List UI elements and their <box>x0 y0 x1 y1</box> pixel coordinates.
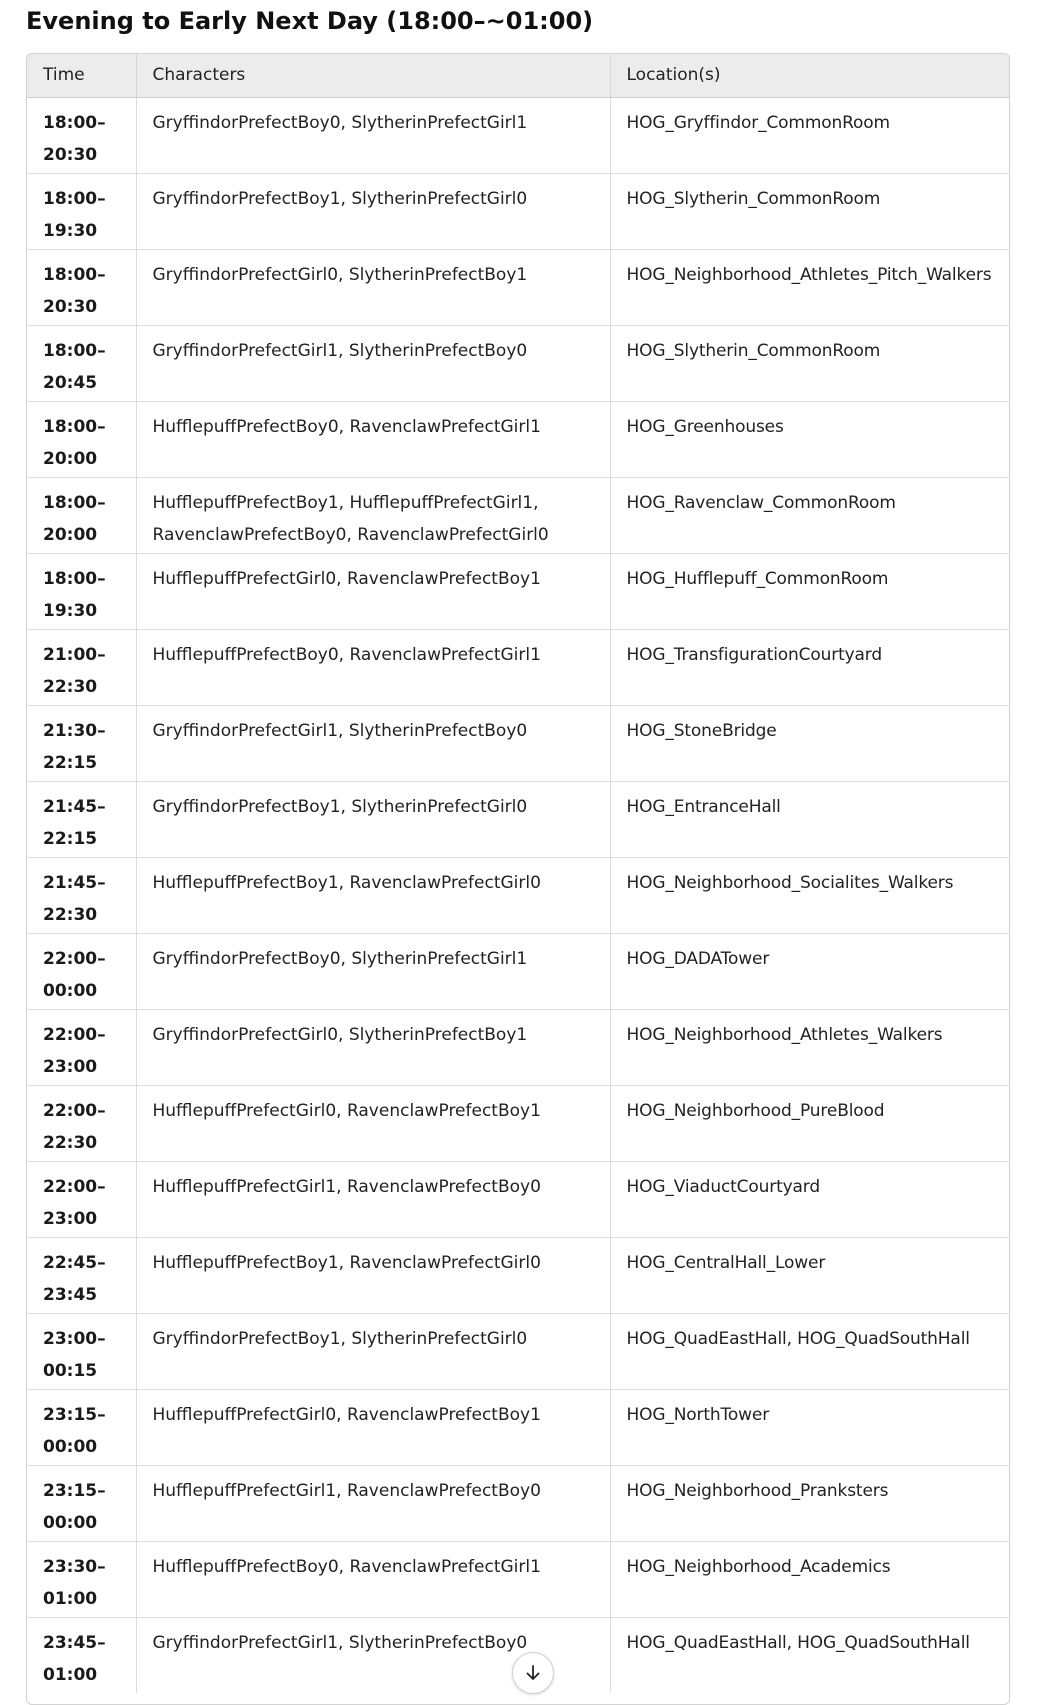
characters-cell: HufflepuffPrefectGirl1, RavenclawPrefectBoy0 <box>136 1161 610 1237</box>
table-row <box>27 553 1009 629</box>
characters-cell: HufflepuffPrefectBoy1, RavenclawPrefectGirl0 <box>136 857 610 933</box>
table-row <box>27 1465 1009 1541</box>
time-cell: 18:00–20:00 <box>27 477 136 553</box>
location-cell: HOG_Neighborhood_Academics <box>610 1541 1009 1617</box>
characters-cell: GryffindorPrefectBoy1, SlytherinPrefectGirl0 <box>136 1313 610 1389</box>
location-cell: HOG_CentralHall_Lower <box>610 1237 1009 1313</box>
characters-cell: HufflepuffPrefectBoy1, HufflepuffPrefectGirl1, RavenclawPrefectBoy0, RavenclawPrefectGirl0 <box>136 477 610 553</box>
location-cell: HOG_Neighborhood_Socialites_Walkers <box>610 857 1009 933</box>
location-cell: HOG_StoneBridge <box>610 705 1009 781</box>
table-row <box>27 781 1009 857</box>
time-cell: 21:30–22:15 <box>27 705 136 781</box>
characters-cell: GryffindorPrefectGirl0, SlytherinPrefectBoy1 <box>136 249 610 325</box>
time-cell: 23:45–01:00 <box>27 1617 136 1693</box>
table-row <box>27 1541 1009 1617</box>
location-cell: HOG_Neighborhood_Pranksters <box>610 1465 1009 1541</box>
time-cell: 18:00–19:30 <box>27 553 136 629</box>
table-row <box>27 705 1009 781</box>
characters-cell: HufflepuffPrefectGirl0, RavenclawPrefectBoy1 <box>136 1085 610 1161</box>
table-row <box>27 477 1009 553</box>
characters-cell: GryffindorPrefectGirl1, SlytherinPrefectBoy0 <box>136 705 610 781</box>
location-cell: HOG_ViaductCourtyard <box>610 1161 1009 1237</box>
table-row <box>27 173 1009 249</box>
time-cell: 18:00–19:30 <box>27 173 136 249</box>
location-cell: HOG_TransfigurationCourtyard <box>610 629 1009 705</box>
schedule-table <box>27 54 1009 1693</box>
scroll-down-button[interactable] <box>512 1652 554 1694</box>
location-cell: HOG_QuadEastHall, HOG_QuadSouthHall <box>610 1313 1009 1389</box>
table-row <box>27 629 1009 705</box>
time-cell: 18:00–20:30 <box>43 112 106 165</box>
time-cell: 23:00–00:15 <box>27 1313 136 1389</box>
characters-cell: HufflepuffPrefectGirl0, RavenclawPrefectBoy1 <box>136 553 610 629</box>
location-cell: HOG_Gryffindor_CommonRoom <box>610 97 1009 173</box>
characters-cell: HufflepuffPrefectBoy0, RavenclawPrefectGirl1 <box>136 1541 610 1617</box>
characters-cell: HufflepuffPrefectBoy0, RavenclawPrefectGirl1 <box>136 401 610 477</box>
table-row <box>27 933 1009 1009</box>
time-cell: 18:00–20:00 <box>27 401 136 477</box>
time-cell: 22:00–23:00 <box>27 1161 136 1237</box>
location-cell: HOG_DADATower <box>610 933 1009 1009</box>
location-cell: HOG_Hufflepuff_CommonRoom <box>610 553 1009 629</box>
schedule-table-container[interactable] <box>26 53 1010 1705</box>
time-cell: 22:00–22:30 <box>27 1085 136 1161</box>
location-cell: HOG_Neighborhood_PureBlood <box>610 1085 1009 1161</box>
characters-cell: GryffindorPrefectBoy1, SlytherinPrefectGirl0 <box>136 781 610 857</box>
location-cell: HOG_Neighborhood_Athletes_Pitch_Walkers <box>610 249 1009 325</box>
time-cell: 18:00–20:30 <box>27 249 136 325</box>
characters-cell: GryffindorPrefectBoy1, SlytherinPrefectGirl0 <box>136 173 610 249</box>
location-cell: HOG_Greenhouses <box>610 401 1009 477</box>
location-cell: HOG_Neighborhood_Athletes_Walkers <box>610 1009 1009 1085</box>
arrow-down-icon <box>524 1664 542 1682</box>
characters-cell: HufflepuffPrefectGirl1, RavenclawPrefectBoy0 <box>136 1465 610 1541</box>
characters-cell: HufflepuffPrefectBoy0, RavenclawPrefectGirl1 <box>136 629 610 705</box>
table-header-row <box>27 54 1009 97</box>
characters-cell: HufflepuffPrefectBoy1, RavenclawPrefectGirl0 <box>136 1237 610 1313</box>
table-row <box>27 249 1009 325</box>
time-cell: 23:15–00:00 <box>27 1465 136 1541</box>
location-cell: HOG_EntranceHall <box>610 781 1009 857</box>
location-cell: HOG_QuadEastHall, HOG_QuadSouthHall <box>610 1617 1009 1693</box>
column-header-time: Time <box>27 54 136 97</box>
table-row <box>27 97 1009 173</box>
characters-cell: GryffindorPrefectGirl1, SlytherinPrefectBoy0 <box>136 325 610 401</box>
page-title: Evening to Early Next Day (18:00–~01:00) <box>26 7 594 35</box>
table-row <box>27 1161 1009 1237</box>
table-row <box>27 857 1009 933</box>
time-cell: 22:00–23:00 <box>27 1009 136 1085</box>
characters-cell: HufflepuffPrefectGirl0, RavenclawPrefectBoy1 <box>136 1389 610 1465</box>
table-row <box>27 1389 1009 1465</box>
location-cell: HOG_Slytherin_CommonRoom <box>610 173 1009 249</box>
location-cell: HOG_NorthTower <box>610 1389 1009 1465</box>
table-row <box>27 1237 1009 1313</box>
table-row <box>27 401 1009 477</box>
time-cell: 21:45–22:30 <box>27 857 136 933</box>
location-cell: HOG_Ravenclaw_CommonRoom <box>610 477 1009 553</box>
table-row <box>27 325 1009 401</box>
table-row <box>27 1085 1009 1161</box>
time-cell: 21:00–22:30 <box>27 629 136 705</box>
location-cell: HOG_Slytherin_CommonRoom <box>610 325 1009 401</box>
time-cell: 18:00–20:45 <box>27 325 136 401</box>
time-cell: 22:00–00:00 <box>27 933 136 1009</box>
table-row <box>27 1313 1009 1389</box>
time-cell: 21:45–22:15 <box>27 781 136 857</box>
time-cell: 22:45–23:45 <box>27 1237 136 1313</box>
time-cell: 23:15–00:00 <box>27 1389 136 1465</box>
time-cell: 23:30–01:00 <box>27 1541 136 1617</box>
characters-cell: GryffindorPrefectBoy0, SlytherinPrefectGirl1 <box>136 933 610 1009</box>
characters-cell: GryffindorPrefectBoy0, SlytherinPrefectGirl1 <box>136 97 610 173</box>
column-header-locations: Location(s) <box>610 54 1009 97</box>
table-row <box>27 1009 1009 1085</box>
characters-cell: GryffindorPrefectGirl0, SlytherinPrefectBoy1 <box>136 1009 610 1085</box>
characters-cell: GryffindorPrefectGirl1, SlytherinPrefectBoy0 <box>136 1617 610 1693</box>
column-header-characters: Characters <box>136 54 610 97</box>
